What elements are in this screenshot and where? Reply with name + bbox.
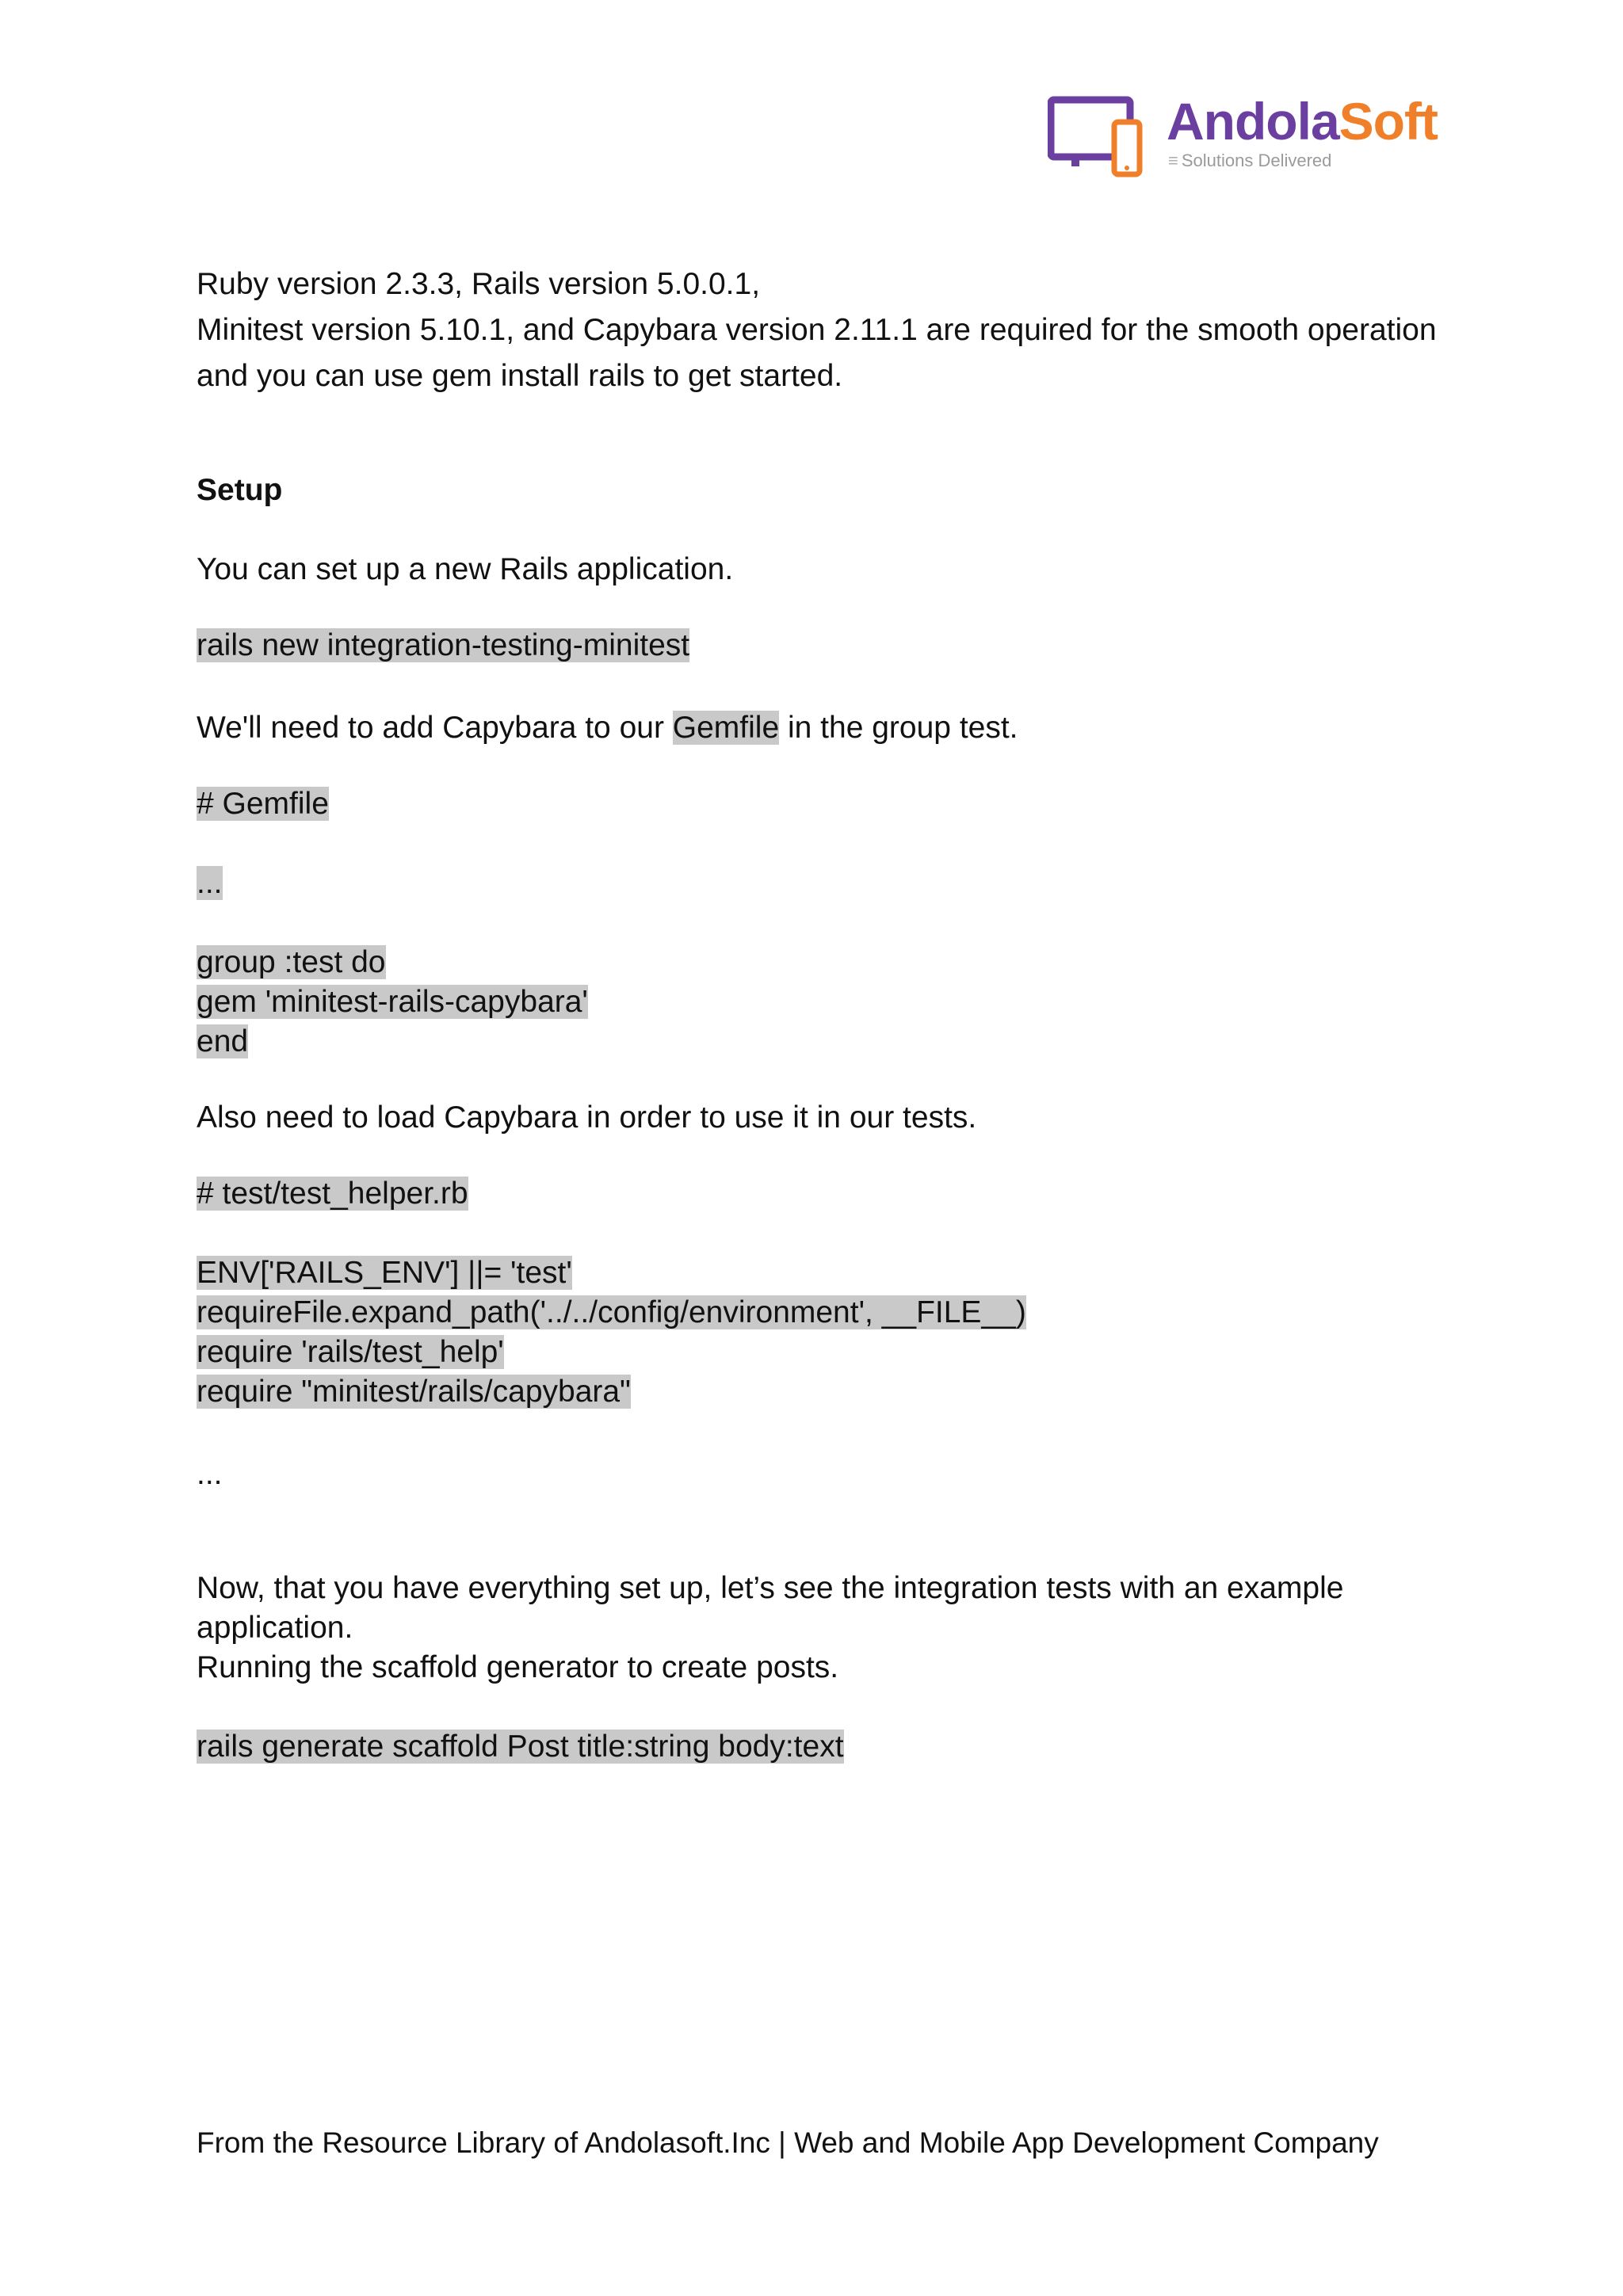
logo-tagline: ≡ Solutions Delivered	[1168, 151, 1332, 170]
command-rails-new: rails new integration-testing-minitest	[197, 628, 690, 662]
test-helper-code-block	[197, 1253, 1433, 1412]
setup-paragraph-1: You can set up a new Rails application.	[197, 552, 734, 586]
andolasoft-logo	[1048, 92, 1438, 181]
code-line: require 'rails/test_help'	[197, 1335, 504, 1369]
code-line: ENV['RAILS_ENV'] ||= 'test'	[197, 1256, 572, 1290]
page-footer: From the Resource Library of Andolasoft.Inc | Web and Mobile App Development Company	[197, 2126, 1379, 2159]
inline-code-gemfile: Gemfile	[672, 711, 780, 745]
document-body	[197, 261, 1437, 1767]
code-line: group :test do	[197, 945, 386, 979]
setup-paragraph-2: We'll need to add Capybara to our Gemfile in the group test.	[197, 711, 1018, 745]
logo-brand-name: AndolaSoft	[1167, 92, 1438, 151]
code-line: requireFile.expand_path('../../config/environment', __FILE__)	[197, 1295, 1026, 1329]
device-monitor-phone-icon	[1048, 93, 1159, 181]
intro-line-2: Minitest version 5.10.1, and Capybara version 2.11.1 are required for the smooth operation	[197, 313, 1437, 347]
intro-line-3: and you can use gem install rails to get started.	[197, 359, 843, 393]
command-rails-generate: rails generate scaffold Post title:string body:text	[197, 1730, 844, 1764]
setup-paragraph-3: Also need to load Capybara in order to use it in our tests.	[197, 1100, 977, 1135]
setup-paragraph-4: Now, that you have everything set up, let’s see the integration tests with an example application.	[197, 1571, 1344, 1645]
helper-ellipsis: ...	[197, 1457, 223, 1491]
gemfile-code-block	[197, 943, 1433, 1062]
tagline-stripes-icon: ≡	[1168, 151, 1178, 170]
code-line: require "minitest/rails/capybara"	[197, 1375, 631, 1409]
gemfile-ellipsis: ...	[197, 866, 223, 900]
code-line: gem 'minitest-rails-capybara'	[197, 985, 588, 1019]
test-helper-comment: # test/test_helper.rb	[197, 1177, 468, 1211]
setup-paragraph-5: Running the scaffold generator to create posts.	[197, 1650, 839, 1684]
gemfile-comment: # Gemfile	[197, 787, 329, 821]
code-line: end	[197, 1024, 249, 1058]
intro-line-1: Ruby version 2.3.3, Rails version 5.0.0.1,	[197, 267, 761, 301]
setup-heading: Setup	[197, 473, 283, 507]
